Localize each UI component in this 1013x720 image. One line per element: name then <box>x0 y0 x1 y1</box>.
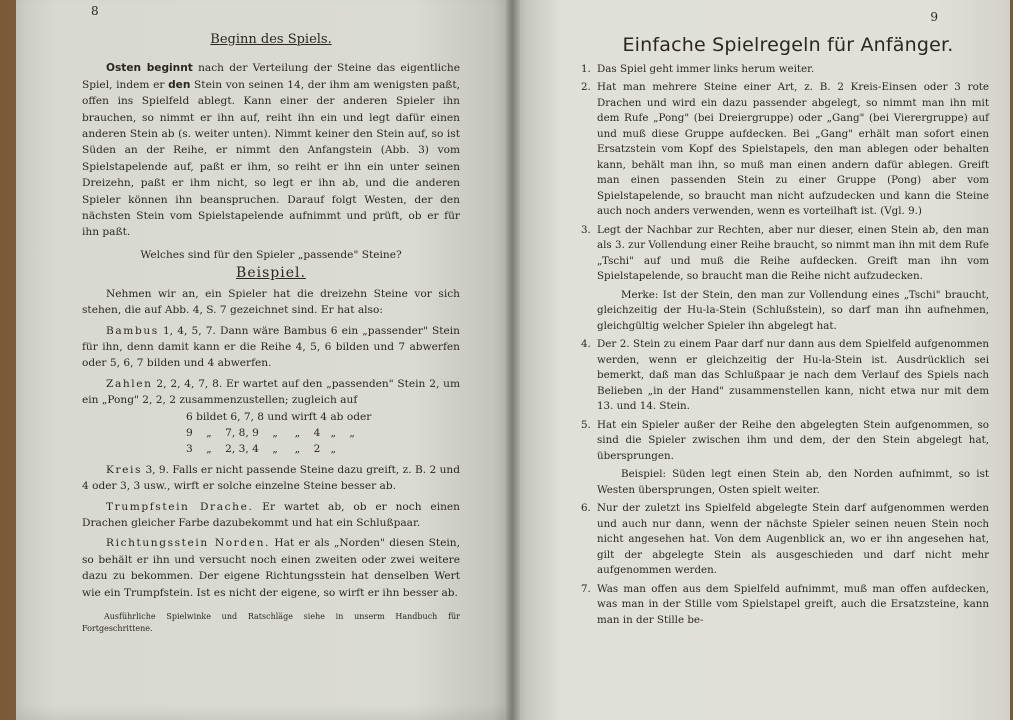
rule-number: 4. <box>581 338 591 350</box>
rule-text: Legt der Nachbar zur Rechten, aber nur dieser, einen Stein ab, den man als 3. zur Vollendung einer Reihe braucht, so nimmt man ihn mit dem Rufe „Tschi" auf und muß die Reihe aufdecken. Greift man ihn vom Spielstapelende, so braucht man die Reihe nicht aufzudecken. <box>597 223 989 282</box>
book-gutter <box>506 0 520 720</box>
question-line: Welches sind für den Spieler „passende" Steine? <box>140 248 402 261</box>
kreis-label: Kreis <box>106 463 143 476</box>
intro-text-2: Stein von seinen 14, der ihm am wenigsten paßt, offen ins Spielfeld ablegt. Kann einer der anderen Spieler ihn brauchen, so nimmt er ihn auf, reiht ihn ein und legt dafür einen anderen Stein ab (s. weiter unten). Nimmt keiner den Stein auf, so ist Süden an der Reihe, er nimmt den Anfangstein (Abb. 3) vom Spielstapelende auf, paßt er ihm, so reiht er ihn ein unter seinen Dreizehn, paßt er ihm nicht, so legt er ihn ab, und die anderen Spieler können ihn beanspruchen. Darauf folgt Westen, der den nächsten Stein vom Spielstapelende aufnimmt und prüft, ob er für ihn paßt. <box>82 78 460 239</box>
rule-text: Nur der zuletzt ins Spielfeld abgelegte Stein darf aufgenommen werden und auch nur dann, wenn der nächste Spieler seinen neuen Stein noch nicht angesehen hat. Von dem Augenblick an, wo er ihn angesehen hat, gilt der abgelegte Stein als ausgeschieden und darf nicht mehr aufgenommen werden. <box>597 502 989 576</box>
bold-osten-beginnt: Osten beginnt <box>106 62 193 75</box>
zahlen-label: Zahlen <box>106 377 153 390</box>
bambus-paragraph <box>82 323 460 372</box>
bold-den: den <box>168 78 191 91</box>
rule-text: Hat man mehrere Steine einer Art, z. B. 2 Kreis-Einsen oder 3 rote Drachen und wird ein dazu passender abgelegt, so nimmt man ihn mit dem Rufe „Pong" (bei Dreiergruppe) oder „Gang" (bei Vierergruppe) auf und muß diese Gruppe aufdecken. Bei „Gang" erhält man sofort einen Ersatzstein vom Kopf des Spielstapels, den man ablegen oder behalten kann, behält man ihn, so muß man einen andern dafür ablegen. Greift man einen passenden Stein zu einer Gruppe (Pong) aber vom Spielstapelende, so braucht man nicht aufzudecken und kann die Steine auch noch anders verwenden, wenn es vorteilhaft ist. (Vgl. 9.) <box>597 81 989 217</box>
rule-item <box>581 80 989 220</box>
zahlen-row: 3 „ 2, 3, 4 „ „ 2 „ <box>186 443 336 456</box>
rule-number: 7. <box>581 582 591 595</box>
rule-item <box>581 337 989 415</box>
rule-item <box>581 582 989 629</box>
rule-text: Merke: Ist der Stein, den man zur Vollendung eines „Tschi" braucht, gleichzeitig der Hu-la-Stein (Schlußstein), so darf man ihn aufnehmen, gleichgültig welcher Spieler ihn abgelegt hat. <box>597 288 989 332</box>
rule-text: Beispiel: Süden legt einen Stein ab, den Norden aufnimmt, so ist Westen übersprungen, Osten spielt weiter. <box>597 468 989 496</box>
trumpf-text: Er wartet ab, ob er noch einen Drachen gleicher Farbe dazubekommt und hat ein Schlußpaar. <box>82 500 460 529</box>
rule-note-merke <box>597 288 989 335</box>
zahlen-row: 6 bildet 6, 7, 8 und wirft 4 ab oder <box>186 410 372 423</box>
zahlen-table <box>186 409 460 458</box>
rule-number: 1. <box>581 62 591 75</box>
rule-text: Das Spiel geht immer links herum weiter. <box>597 62 815 75</box>
intro-text-1: nach der Verteilung der Steine das eigentliche Spiel, indem er <box>82 62 460 91</box>
footnote: Ausführliche Spielwinke und Ratschläge siehe in unserm Handbuch für Fortgeschrittene. <box>82 612 460 633</box>
page-number-left: 8 <box>91 4 99 18</box>
rule-note-beispiel <box>597 467 989 498</box>
rule-text: Der 2. Stein zu einem Paar darf nur dann aus dem Spielfeld aufgenommen werden, wenn er gleichzeitig der Hu-la-Stein ist. Ausdrücklich sei bemerkt, daß man das Schlußpaar je nach dem Verlauf des Spiels nach Belieben „in der Hand" zusammenstellen kann, nicht etwa nur mit dem 13. und 14. Stein. <box>597 338 989 412</box>
bambus-text: 1, 4, 5, 7. Dann wäre Bambus 6 ein „passender" Stein für ihn, denn damit kann er die Reihe 4, 5, 6 bilden und 7 abwerfen oder 5, 6, 7 bilden und 4 abwerfen. <box>82 324 460 370</box>
zahlen-paragraph <box>82 376 460 409</box>
rule-number: 5. <box>581 418 591 431</box>
section-heading-spielregeln: Einfache Spielregeln für Anfänger. <box>622 34 954 56</box>
right-page <box>512 0 1010 720</box>
rule-item <box>581 418 989 465</box>
intro-paragraph <box>82 60 460 240</box>
rule-text: Was man offen aus dem Spielfeld aufnimmt, muß man offen aufdecken, was man in der Stille vom Spielstapel greift, auch die Ersatzsteine, kann man in der Stille be- <box>597 582 989 626</box>
rule-number: 3. <box>581 223 591 236</box>
rule-item <box>581 62 989 78</box>
rule-number: 2. <box>581 81 591 93</box>
rule-number: 6. <box>581 502 591 514</box>
kreis-paragraph <box>82 462 460 495</box>
open-booklet <box>16 0 1010 720</box>
zahlen-text: 2, 2, 4, 7, 8. Er wartet auf den „passenden" Stein 2, um ein „Pong" 2, 2, 2 zusammenzustellen; zugleich auf <box>82 377 460 407</box>
richtung-paragraph <box>82 535 460 601</box>
kreis-text: 3, 9. Falls er nicht passende Steine dazu greift, z. B. 2 und 4 oder 3, 3 usw., wirft er solche einzelne Steine besser ab. <box>82 463 460 493</box>
richtung-text: Hat er als „Norden" diesen Stein, so behält er ihn und versucht noch einen zweiten oder zwei weitere dazu zu bekommen. Der eigene Richtungsstein hat denselben Wert wie ein Trumpfstein. Ist es nicht der eigene, so wirft er ihn besser ab. <box>82 537 460 599</box>
richtung-label: Richtungsstein Norden. <box>106 537 270 550</box>
page-number-right: 9 <box>930 10 938 24</box>
example-intro: Nehmen wir an, ein Spieler hat die dreizehn Steine vor sich stehen, die auf Abb. 4, S. 7 gezeichnet sind. Er hat also: <box>82 287 460 317</box>
example-heading: Beispiel. <box>236 265 306 282</box>
right-page-content <box>581 34 989 631</box>
zahlen-row: 9 „ 7, 8, 9 „ „ 4 „ „ <box>186 426 355 439</box>
left-page <box>16 0 512 720</box>
rule-item <box>581 501 989 579</box>
trumpf-paragraph <box>82 499 460 532</box>
trumpf-label: Trumpfstein Drache. <box>106 500 254 513</box>
rules-list <box>581 62 989 629</box>
left-page-content <box>82 30 460 635</box>
rule-item <box>581 223 989 285</box>
section-heading-beginn: Beginn des Spiels. <box>210 32 332 47</box>
bambus-label: Bambus <box>106 324 159 337</box>
rule-text: Hat ein Spieler außer der Reihe den abgelegten Stein aufgenommen, so sind die Spieler zwischen ihm und dem, der den Stein abgelegt hat, übersprungen. <box>597 418 989 462</box>
